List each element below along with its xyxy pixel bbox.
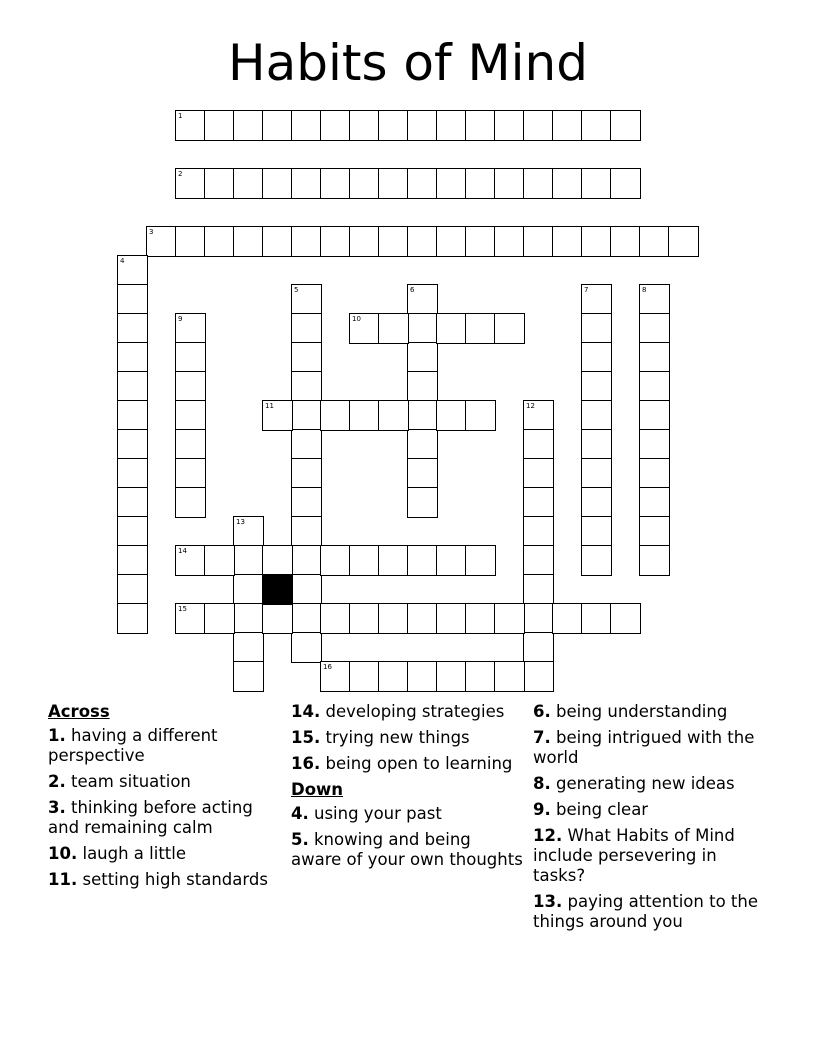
grid-cell[interactable] bbox=[291, 516, 322, 547]
grid-cell[interactable] bbox=[175, 313, 206, 344]
grid-cell[interactable] bbox=[175, 487, 206, 518]
grid-cell[interactable] bbox=[581, 516, 612, 547]
grid-cell[interactable] bbox=[581, 371, 612, 402]
grid-cell[interactable] bbox=[204, 110, 235, 141]
puzzle-title: Habits of Mind bbox=[228, 34, 588, 92]
grid-cell[interactable] bbox=[117, 487, 148, 518]
grid-cell[interactable] bbox=[407, 226, 438, 257]
grid-cell[interactable] bbox=[581, 400, 612, 431]
clue-text: trying new things bbox=[320, 728, 470, 747]
grid-cell[interactable] bbox=[465, 110, 496, 141]
grid-cell[interactable] bbox=[117, 284, 148, 315]
grid-cell[interactable] bbox=[117, 603, 148, 634]
grid-cell[interactable] bbox=[117, 400, 148, 431]
grid-cell[interactable] bbox=[291, 574, 322, 605]
grid-cell[interactable] bbox=[291, 400, 322, 431]
clue-text: laugh a little bbox=[77, 844, 187, 863]
grid-cell[interactable] bbox=[233, 110, 264, 141]
clue-number: 2. bbox=[48, 772, 66, 791]
grid-cell[interactable] bbox=[436, 545, 467, 576]
clue-text: being clear bbox=[550, 800, 649, 819]
grid-cell[interactable] bbox=[378, 313, 409, 344]
grid-cell[interactable] bbox=[378, 603, 409, 634]
clue-item bbox=[48, 844, 280, 864]
grid-cell[interactable] bbox=[175, 603, 206, 634]
grid-cell[interactable] bbox=[117, 313, 148, 344]
grid-cell[interactable] bbox=[378, 545, 409, 576]
clue-number: 10. bbox=[48, 844, 78, 863]
grid-cell[interactable] bbox=[146, 226, 177, 257]
grid-cell[interactable] bbox=[552, 168, 583, 199]
grid-cell[interactable] bbox=[291, 342, 322, 373]
grid-cell[interactable] bbox=[465, 661, 496, 692]
grid-cell[interactable] bbox=[291, 429, 322, 460]
grid-cell[interactable] bbox=[291, 632, 322, 663]
grid-cell[interactable] bbox=[581, 545, 612, 576]
clue-text: using your past bbox=[308, 804, 442, 823]
grid-cell[interactable] bbox=[233, 632, 264, 663]
grid-cell[interactable] bbox=[581, 168, 612, 199]
grid-cell[interactable] bbox=[117, 429, 148, 460]
clue-number-label: 12 bbox=[526, 402, 535, 410]
grid-cell[interactable] bbox=[465, 226, 496, 257]
grid-cell[interactable] bbox=[117, 545, 148, 576]
grid-cell[interactable] bbox=[639, 545, 670, 576]
clue-number: 8. bbox=[533, 774, 551, 793]
clue-item bbox=[533, 728, 765, 768]
grid-cell[interactable] bbox=[175, 342, 206, 373]
clue-number: 5. bbox=[291, 830, 309, 849]
grid-cell[interactable] bbox=[291, 284, 322, 315]
clue-item bbox=[48, 798, 280, 838]
grid-cell[interactable] bbox=[523, 603, 554, 634]
clue-item bbox=[291, 754, 523, 774]
grid-cell[interactable] bbox=[291, 371, 322, 402]
grid-cell[interactable] bbox=[523, 545, 554, 576]
grid-cell[interactable] bbox=[407, 429, 438, 460]
clue-text: developing strategies bbox=[320, 702, 505, 721]
grid-cell[interactable] bbox=[465, 545, 496, 576]
clue-number-label: 1 bbox=[178, 112, 183, 120]
clue-number: 12. bbox=[533, 826, 563, 845]
grid-cell[interactable] bbox=[639, 400, 670, 431]
clue-text: What Habits of Mind include persevering in tasks? bbox=[533, 826, 735, 885]
clue-number-label: 11 bbox=[265, 402, 274, 410]
grid-cell[interactable] bbox=[581, 110, 612, 141]
grid-cell[interactable] bbox=[407, 458, 438, 489]
grid-cell[interactable] bbox=[117, 516, 148, 547]
grid-cell[interactable] bbox=[175, 110, 206, 141]
grid-cell[interactable] bbox=[233, 661, 264, 692]
grid-cell[interactable] bbox=[175, 168, 206, 199]
clue-text: knowing and being aware of your own thoughts bbox=[291, 830, 523, 869]
grid-cell[interactable] bbox=[407, 284, 438, 315]
grid-cell[interactable] bbox=[436, 226, 467, 257]
clue-number: 1. bbox=[48, 726, 66, 745]
grid-cell[interactable] bbox=[175, 429, 206, 460]
grid-cell[interactable] bbox=[523, 632, 554, 663]
clue-item bbox=[48, 772, 280, 792]
clue-item bbox=[533, 800, 765, 820]
grid-cell[interactable] bbox=[291, 110, 322, 141]
grid-cell[interactable] bbox=[581, 487, 612, 518]
grid-cell[interactable] bbox=[175, 458, 206, 489]
grid-cell[interactable] bbox=[523, 458, 554, 489]
grid-cell[interactable] bbox=[494, 313, 525, 344]
clue-text: paying attention to the things around you bbox=[533, 892, 758, 931]
grid-cell[interactable] bbox=[320, 110, 351, 141]
grid-cell[interactable] bbox=[523, 429, 554, 460]
grid-cell[interactable] bbox=[610, 226, 641, 257]
clue-text: thinking before acting and remaining calm bbox=[48, 798, 253, 837]
grid-cell[interactable] bbox=[639, 371, 670, 402]
grid-cell[interactable] bbox=[523, 661, 554, 692]
grid-cell[interactable] bbox=[291, 458, 322, 489]
grid-cell[interactable] bbox=[378, 110, 409, 141]
grid-cell[interactable] bbox=[407, 371, 438, 402]
grid-cell[interactable] bbox=[523, 110, 554, 141]
clue-number-label: 10 bbox=[352, 315, 361, 323]
grid-cell[interactable] bbox=[407, 168, 438, 199]
clue-item bbox=[291, 728, 523, 748]
grid-cell[interactable] bbox=[407, 313, 438, 344]
grid-cell[interactable] bbox=[349, 168, 380, 199]
grid-cell[interactable] bbox=[407, 603, 438, 634]
clue-number-label: 15 bbox=[178, 605, 187, 613]
clue-number: 7. bbox=[533, 728, 551, 747]
clue-text: being understanding bbox=[550, 702, 728, 721]
clue-number: 13. bbox=[533, 892, 563, 911]
grid-cell[interactable] bbox=[233, 168, 264, 199]
grid-cell[interactable] bbox=[349, 603, 380, 634]
clue-text: setting high standards bbox=[77, 870, 268, 889]
grid-cell[interactable] bbox=[175, 545, 206, 576]
grid-cell[interactable] bbox=[436, 603, 467, 634]
grid-cell[interactable] bbox=[262, 400, 293, 431]
grid-cell[interactable] bbox=[610, 603, 641, 634]
clue-text: team situation bbox=[65, 772, 191, 791]
grid-cell[interactable] bbox=[581, 226, 612, 257]
grid-cell[interactable] bbox=[552, 110, 583, 141]
clue-item bbox=[48, 726, 280, 766]
clue-item bbox=[533, 774, 765, 794]
grid-cell[interactable] bbox=[233, 516, 264, 547]
grid-cell[interactable] bbox=[581, 342, 612, 373]
grid-cell[interactable] bbox=[175, 400, 206, 431]
grid-cell[interactable] bbox=[204, 545, 235, 576]
grid-cell[interactable] bbox=[610, 110, 641, 141]
clue-text: having a different perspective bbox=[48, 726, 218, 765]
clue-column-1 bbox=[48, 702, 280, 896]
grid-cell[interactable] bbox=[639, 458, 670, 489]
grid-cell[interactable] bbox=[117, 342, 148, 373]
grid-cell[interactable] bbox=[407, 110, 438, 141]
grid-cell[interactable] bbox=[465, 603, 496, 634]
grid-cell[interactable] bbox=[436, 400, 467, 431]
clue-number-label: 9 bbox=[178, 315, 183, 323]
grid-cell[interactable] bbox=[436, 313, 467, 344]
grid-cell[interactable] bbox=[465, 400, 496, 431]
clue-section-heading: Down bbox=[291, 780, 344, 799]
grid-cell[interactable] bbox=[204, 168, 235, 199]
clue-number: 14. bbox=[291, 702, 321, 721]
grid-cell[interactable] bbox=[349, 545, 380, 576]
grid-cell[interactable] bbox=[465, 313, 496, 344]
grid-cell[interactable] bbox=[117, 255, 148, 286]
clue-item bbox=[533, 892, 765, 932]
grid-cell[interactable] bbox=[639, 342, 670, 373]
clue-item bbox=[533, 702, 765, 722]
grid-cell[interactable] bbox=[436, 168, 467, 199]
grid-cell[interactable] bbox=[552, 226, 583, 257]
clue-number: 9. bbox=[533, 800, 551, 819]
grid-cell[interactable] bbox=[378, 400, 409, 431]
grid-cell[interactable] bbox=[204, 603, 235, 634]
grid-cell[interactable] bbox=[233, 603, 264, 634]
grid-cell[interactable] bbox=[610, 168, 641, 199]
grid-cell[interactable] bbox=[639, 284, 670, 315]
grid-cell[interactable] bbox=[378, 226, 409, 257]
grid-cell[interactable] bbox=[117, 574, 148, 605]
clue-text: being intrigued with the world bbox=[533, 728, 755, 767]
grid-cell[interactable] bbox=[639, 487, 670, 518]
grid-cell[interactable] bbox=[262, 168, 293, 199]
grid-cell[interactable] bbox=[581, 603, 612, 634]
grid-cell[interactable] bbox=[175, 371, 206, 402]
clue-number-label: 7 bbox=[584, 286, 589, 294]
grid-cell[interactable] bbox=[465, 168, 496, 199]
grid-cell[interactable] bbox=[494, 661, 525, 692]
grid-cell[interactable] bbox=[523, 226, 554, 257]
grid-cell[interactable] bbox=[639, 516, 670, 547]
grid-cell[interactable] bbox=[320, 226, 351, 257]
clue-column-2 bbox=[291, 702, 523, 876]
clue-number-label: 13 bbox=[236, 518, 245, 526]
grid-cell[interactable] bbox=[291, 603, 322, 634]
grid-cell[interactable] bbox=[291, 313, 322, 344]
grid-cell[interactable] bbox=[320, 603, 351, 634]
clue-text: generating new ideas bbox=[550, 774, 735, 793]
grid-cell[interactable] bbox=[262, 603, 293, 634]
clue-number-label: 8 bbox=[642, 286, 647, 294]
clue-number: 16. bbox=[291, 754, 321, 773]
grid-cell[interactable] bbox=[436, 110, 467, 141]
grid-cell[interactable] bbox=[349, 226, 380, 257]
grid-cell[interactable] bbox=[291, 545, 322, 576]
grid-cell[interactable] bbox=[117, 458, 148, 489]
grid-cell[interactable] bbox=[349, 313, 380, 344]
clue-number-label: 16 bbox=[323, 663, 332, 671]
clue-number: 11. bbox=[48, 870, 78, 889]
grid-cell[interactable] bbox=[436, 661, 467, 692]
clue-number-label: 4 bbox=[120, 257, 125, 265]
grid-cell[interactable] bbox=[117, 371, 148, 402]
grid-cell[interactable] bbox=[233, 545, 264, 576]
grid-cell[interactable] bbox=[639, 313, 670, 344]
grid-cell[interactable] bbox=[581, 313, 612, 344]
grid-cell[interactable] bbox=[349, 661, 380, 692]
grid-cell[interactable] bbox=[523, 574, 554, 605]
grid-cell[interactable] bbox=[320, 661, 351, 692]
clue-number: 4. bbox=[291, 804, 309, 823]
clue-section-heading: Across bbox=[48, 702, 110, 721]
clue-item bbox=[291, 830, 523, 870]
grid-cell[interactable] bbox=[320, 168, 351, 199]
grid-cell[interactable] bbox=[581, 429, 612, 460]
clue-number: 6. bbox=[533, 702, 551, 721]
grid-cell[interactable] bbox=[494, 603, 525, 634]
grid-cell[interactable] bbox=[262, 545, 293, 576]
clue-number-label: 6 bbox=[410, 286, 415, 294]
grid-cell[interactable] bbox=[349, 400, 380, 431]
grid-cell[interactable] bbox=[291, 226, 322, 257]
clue-item bbox=[533, 826, 765, 886]
grid-cell[interactable] bbox=[494, 226, 525, 257]
clue-text: being open to learning bbox=[320, 754, 513, 773]
grid-cell[interactable] bbox=[668, 226, 699, 257]
clue-number-label: 3 bbox=[149, 228, 154, 236]
grid-cell[interactable] bbox=[407, 342, 438, 373]
grid-cell[interactable] bbox=[233, 574, 264, 605]
grid-cell[interactable] bbox=[494, 168, 525, 199]
grid-cell[interactable] bbox=[262, 110, 293, 141]
grid-cell[interactable] bbox=[581, 284, 612, 315]
grid-cell[interactable] bbox=[581, 458, 612, 489]
grid-cell[interactable] bbox=[407, 661, 438, 692]
grid-cell[interactable] bbox=[407, 545, 438, 576]
clue-column-3 bbox=[533, 702, 765, 938]
grid-cell[interactable] bbox=[639, 226, 670, 257]
grid-cell[interactable] bbox=[552, 603, 583, 634]
grid-cell[interactable] bbox=[349, 110, 380, 141]
grid-cell[interactable] bbox=[262, 226, 293, 257]
grid-cell[interactable] bbox=[523, 168, 554, 199]
grid-cell[interactable] bbox=[204, 226, 235, 257]
clue-number-label: 14 bbox=[178, 547, 187, 555]
black-square bbox=[262, 574, 293, 605]
grid-cell[interactable] bbox=[523, 516, 554, 547]
grid-cell[interactable] bbox=[407, 400, 438, 431]
grid-cell[interactable] bbox=[378, 168, 409, 199]
clue-number-label: 2 bbox=[178, 170, 183, 178]
grid-cell[interactable] bbox=[233, 226, 264, 257]
grid-cell[interactable] bbox=[407, 487, 438, 518]
grid-cell[interactable] bbox=[523, 400, 554, 431]
grid-cell[interactable] bbox=[291, 168, 322, 199]
grid-cell[interactable] bbox=[320, 545, 351, 576]
grid-cell[interactable] bbox=[175, 226, 206, 257]
clue-item bbox=[291, 702, 523, 722]
clue-item bbox=[291, 804, 523, 824]
grid-cell[interactable] bbox=[291, 487, 322, 518]
clue-number: 3. bbox=[48, 798, 66, 817]
grid-cell[interactable] bbox=[523, 487, 554, 518]
clue-number: 15. bbox=[291, 728, 321, 747]
grid-cell[interactable] bbox=[494, 110, 525, 141]
grid-cell[interactable] bbox=[378, 661, 409, 692]
grid-cell[interactable] bbox=[639, 429, 670, 460]
grid-cell[interactable] bbox=[320, 400, 351, 431]
clue-number-label: 5 bbox=[294, 286, 299, 294]
clue-item bbox=[48, 870, 280, 890]
